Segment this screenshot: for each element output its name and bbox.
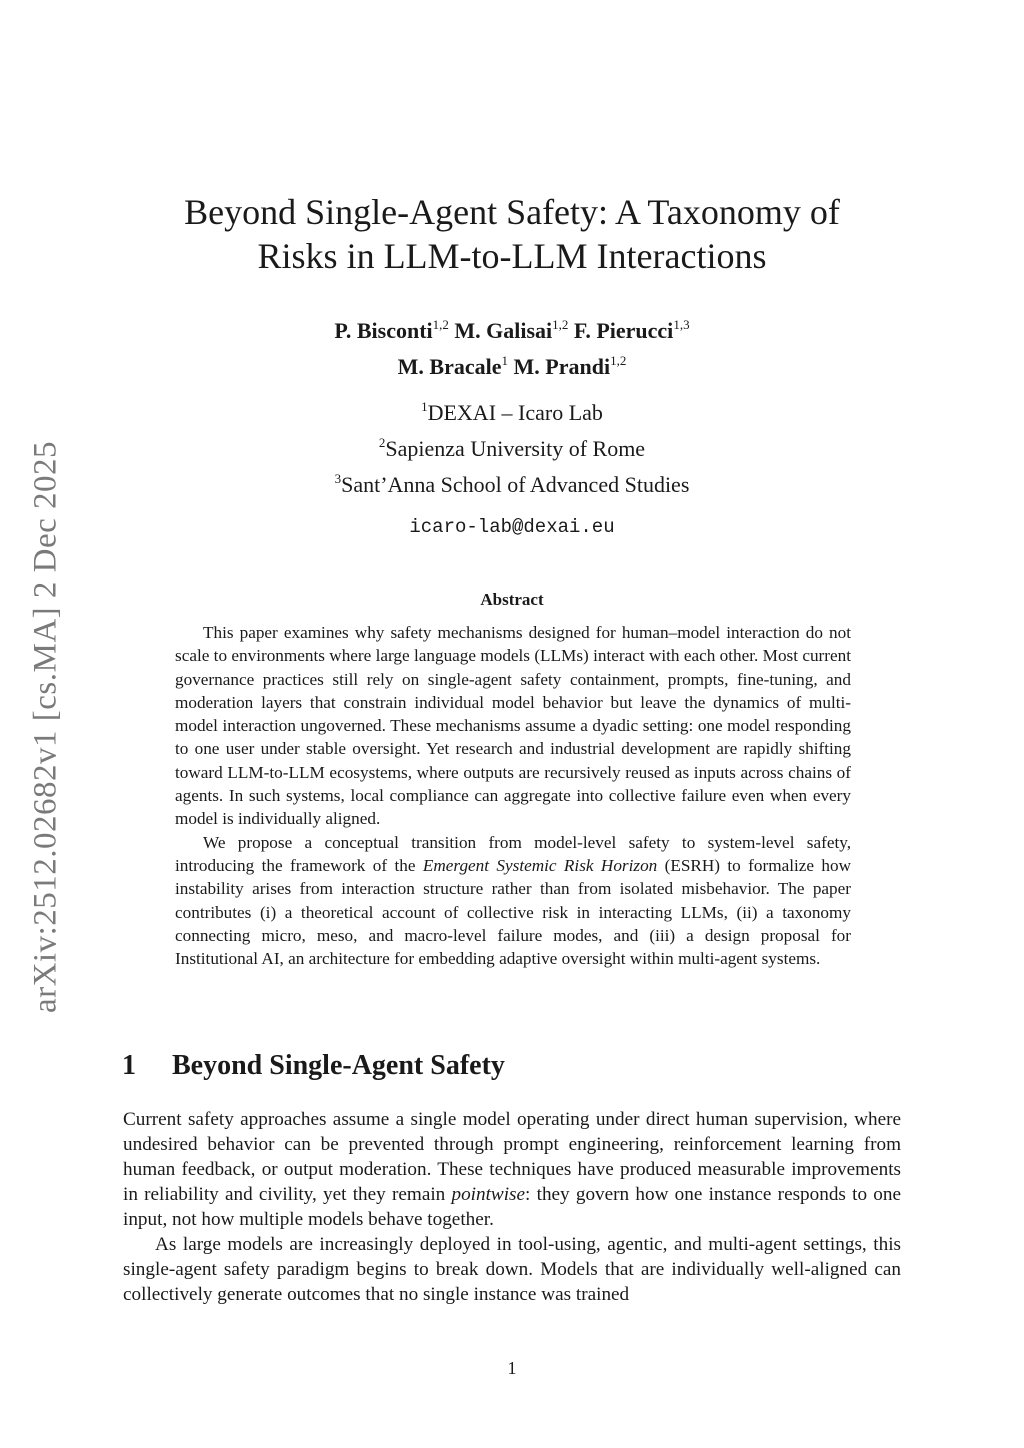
contact-email: icaro-lab@dexai.eu (409, 516, 615, 538)
author-affiliation-marker: 1,2 (610, 353, 627, 368)
pointwise-term: pointwise (451, 1184, 526, 1205)
section-heading (122, 1050, 505, 1082)
affiliation-item (0, 428, 1024, 464)
abstract-body (175, 621, 851, 970)
affiliation-marker: 3 (334, 471, 342, 486)
author-line-2 (0, 346, 1024, 382)
abstract-paragraph (175, 831, 851, 971)
author-name: P. Bisconti (334, 318, 433, 343)
body-paragraph (123, 1107, 901, 1232)
affiliation-marker: 1 (421, 399, 428, 414)
affiliation-name: Sant’Anna School of Advanced Studies (341, 472, 690, 497)
body-paragraph: As large models are increasingly deployed in tool-using, agentic, and multi-agent settings, this single-agent safety paradigm begins to break down. Models that are individually well-aligned can collectively generate outcomes that no single instance was trained (123, 1234, 901, 1305)
arxiv-identifier: arXiv:2512.02682v1 [cs.MA] 2 Dec 2025 (27, 440, 64, 1014)
paper-title-line-2: Risks in LLM-to-LLM Interactions (257, 236, 767, 276)
author-affiliation-marker: 1,2 (432, 317, 449, 332)
affiliation-name: Sapienza University of Rome (385, 436, 646, 461)
author-name: F. Pierucci (573, 318, 674, 343)
author-list (0, 310, 1024, 382)
page-number: 1 (507, 1358, 517, 1378)
abstract-paragraph: This paper examines why safety mechanisms designed for human–model interaction do not scale to environments where large language models (LLMs) interact with each other. Most current governance practices still rely on single-agent safety containment, prompts, fine-tuning, and moderation layers that constrain individual model behavior but leave the dynamics of multi-model interaction ungoverned. These mechanisms assume a dyadic setting: one model responding to one user under stable oversight. Yet research and industrial development are rapidly shifting toward LLM-to-LLM ecosystems, where outputs are recursively reused as inputs across chains of agents. In such systems, local compliance can aggregate into collective failure even when every model is individually aligned. (175, 623, 851, 829)
section-title: Beyond Single-Agent Safety (172, 1050, 505, 1081)
affiliation-list (0, 392, 1024, 500)
section-number: 1 (122, 1050, 136, 1081)
affiliation-item (0, 392, 1024, 428)
affiliation-name: DEXAI – Icaro Lab (427, 400, 603, 425)
esrh-term: Emergent Systemic Risk Horizon (422, 855, 658, 875)
author-name: M. Prandi (513, 354, 611, 379)
author-affiliation-marker: 1,2 (552, 317, 569, 332)
abstract-text: We propose a conceptual transition from model-level safety to system-level safety, introducing the framework of the (175, 832, 851, 875)
abstract-heading: Abstract (480, 590, 544, 609)
paper-title-line-1: Beyond Single-Agent Safety: A Taxonomy of (184, 192, 840, 232)
author-affiliation-marker: 1,3 (673, 317, 690, 332)
body-text: : they govern how one instance responds to one input, not how multiple models behave together. (123, 1184, 901, 1230)
author-name: M. Bracale (397, 354, 502, 379)
author-name: M. Galisai (454, 318, 553, 343)
affiliation-item (0, 464, 1024, 500)
body-text: Current safety approaches assume a single model operating under direct human supervision, where undesired behavior can be prevented through prompt engineering, reinforcement learning from human feedback, or output moderation. These techniques have produced measurable improvements in reliability and civility, yet they remain (123, 1109, 901, 1205)
paper-title (0, 190, 1024, 278)
section-body (123, 1107, 901, 1307)
author-line-1 (0, 310, 1024, 346)
affiliation-marker: 2 (378, 435, 386, 450)
author-affiliation-marker: 1 (501, 353, 509, 368)
abstract-text: (ESRH) to formalize how instability arises from interaction structure rather than from isolated misbehavior. The paper contributes (i) a theoretical account of collective risk in interacting LLMs, (ii) a taxonomy connecting micro, meso, and macro-level failure modes, and (iii) a design proposal for Institutional AI, an architecture for embedding adaptive oversight within multi-agent systems. (175, 855, 851, 969)
